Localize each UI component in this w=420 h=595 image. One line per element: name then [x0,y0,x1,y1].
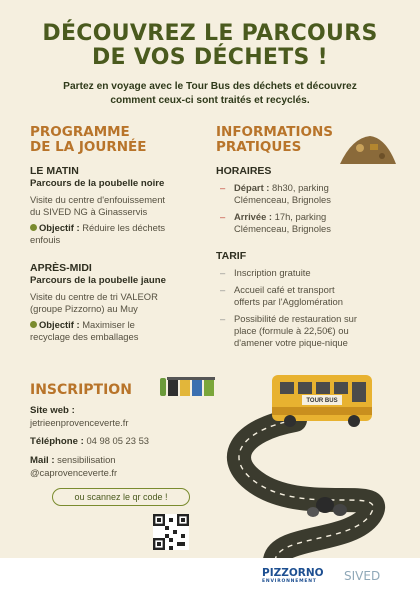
morning-objective-label: Objectif : [39,222,80,233]
pizzorno-logo [262,567,324,584]
pizzorno-logo-text: PIZZORNO [262,567,324,579]
arrivee-label: Arrivée : [234,211,273,222]
bullet-icon: – [220,313,226,324]
afternoon-desc-line-1: Visite du centre de tri VALEOR [30,291,158,302]
horaires-section [216,165,401,240]
phone-value[interactable]: 04 98 05 23 53 [86,435,150,446]
bullet-icon: – [220,284,226,295]
info-heading-line-1: INFORMATIONS [216,124,333,140]
afternoon-objective [30,319,215,343]
qr-code[interactable] [153,514,189,550]
title-line-1: DÉCOUVREZ LE PARCOURS [42,21,378,46]
list-item [216,284,406,308]
tarif-item-3-line-1: Possibilité de restauration sur [234,313,357,324]
objective-bullet-icon [30,224,37,231]
morning-section [30,165,210,246]
page-title [0,22,420,70]
site-label: Site web : [30,405,75,416]
programme-heading-line-2: DE LA JOURNÉE [30,139,147,155]
morning-objective-line-1: Réduire les déchets [82,222,166,233]
afternoon-description [30,291,215,315]
inscription-details [30,405,210,479]
afternoon-label: APRÈS-MIDI [30,262,92,274]
morning-description [30,194,210,218]
morning-objective-line-2: enfouis [30,234,61,245]
afternoon-objective-label: Objectif : [39,319,80,330]
depart-line-2: Clémenceau, Brignoles [234,194,331,205]
afternoon-section [30,262,215,343]
morning-desc-line-1: Visite du centre d'enfouissement [30,194,166,205]
inscription-heading: INSCRIPTION [30,382,132,398]
site-link[interactable]: jetrieenprovenceverte.fr [30,417,129,428]
afternoon-desc-line-2: (groupe Pizzorno) au Muy [30,303,138,314]
footer [0,558,420,595]
afternoon-objective-line-2: recyclage des emballages [30,331,139,342]
sived-logo-text: SIVED [344,569,381,583]
programme-heading-line-1: PROGRAMME [30,124,130,140]
afternoon-subtitle: Parcours de la poubelle jaune [30,275,166,286]
tarif-item-3-line-2: place (formule à 22,50€) ou [234,325,349,336]
horaires-label: HORAIRES [216,165,272,177]
tarif-list [216,267,406,349]
mail-row [30,454,210,467]
tarif-item-3-line-3: d'amener votre pique-nique [234,337,348,348]
tarif-label: TARIF [216,250,247,262]
info-heading-line-2: PRATIQUES [216,139,302,155]
objective-bullet-icon [30,321,37,328]
list-item [216,313,406,349]
depart-line-1: 8h30, parking [272,182,329,193]
tarif-section [216,250,406,354]
morning-desc-line-2: du SIVED NG à Ginasservis [30,206,148,217]
horaires-list [216,182,401,235]
depart-label: Départ : [234,182,270,193]
subtitle-line-1: Partez en voyage avec le Tour Bus des déchets et découvrez [63,81,357,92]
road-bus-illustration [200,365,410,560]
morning-objective [30,222,210,246]
programme-heading [30,125,146,155]
morning-subtitle: Parcours de la poubelle noire [30,178,165,189]
qr-prompt: ou scannez le qr code ! [52,488,190,506]
bus-sign: TOUR BUS [306,398,338,404]
arrivee-line-2: Clémenceau, Brignoles [234,223,331,234]
arrivee-line-1: 17h, parking [274,211,327,222]
bullet-icon: – [220,267,226,278]
tarif-item-1: Inscription gratuite [234,267,311,278]
tarif-item-2-line-1: Accueil café et transport [234,284,335,295]
list-item [216,211,401,235]
trash-pile-icon [338,132,398,166]
mail-value-line-2[interactable]: @caprovenceverte.fr [30,467,118,478]
list-item [216,267,406,279]
mail-label: Mail : [30,455,55,466]
pizzorno-logo-subtext: ENVIRONNEMENT [262,579,317,584]
bullet-icon: – [220,182,226,193]
mail-value-line-1[interactable]: sensibilisation [57,454,116,465]
morning-label: LE MATIN [30,165,79,177]
phone-row [30,435,210,448]
sived-logo [344,569,380,583]
phone-label: Téléphone : [30,436,84,447]
subtitle-line-2: comment ceux-ci sont traités et recyclés. [110,95,310,106]
afternoon-objective-line-1: Maximiser le [82,319,135,330]
page-subtitle [20,80,400,108]
list-item [216,182,401,206]
info-heading [216,125,333,155]
tarif-item-2-line-2: offerts par l'Agglomération [234,296,343,307]
title-line-2: DE VOS DÉCHETS ! [91,45,328,70]
bullet-icon: – [220,211,226,222]
